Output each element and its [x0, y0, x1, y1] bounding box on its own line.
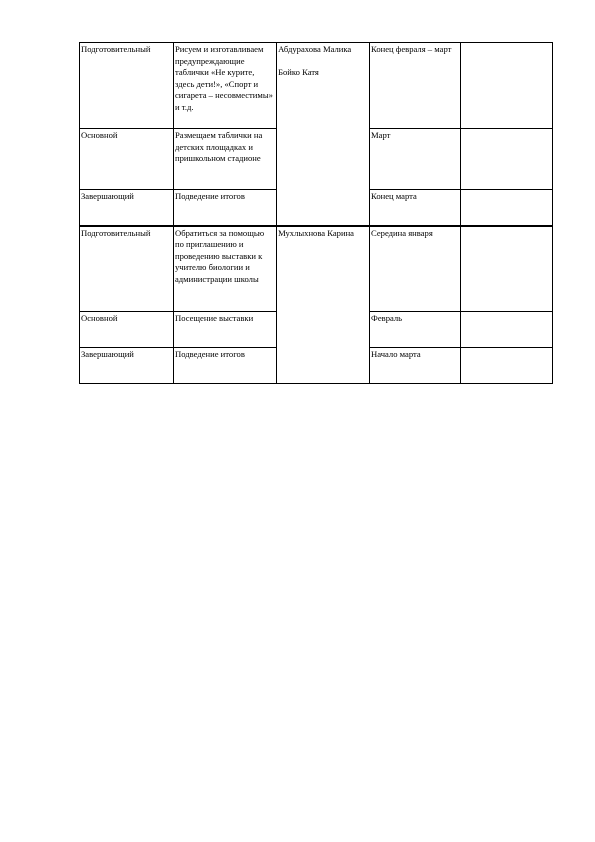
responsible-name: Бойко Катя: [278, 67, 319, 77]
deadline-cell: Середина января: [370, 226, 461, 312]
action-cell: Подведение итогов: [173, 190, 276, 226]
deadline-cell: Февраль: [370, 312, 461, 348]
table-row: [80, 43, 553, 129]
deadline-cell: Март: [370, 129, 461, 190]
note-cell: [460, 348, 552, 384]
stage-cell: Основной: [80, 129, 174, 190]
deadline-cell: Начало марта: [370, 348, 461, 384]
table-row: [80, 226, 553, 312]
action-cell: Посещение выставки: [173, 312, 276, 348]
stage-cell: Завершающий: [80, 190, 174, 226]
deadline-cell: Конец марта: [370, 190, 461, 226]
action-cell: Рисуем и изготавливаем предупреждающие таблички «Не курите, здесь дети!», «Спорт и сигарета – несовместимы» и т.д.: [173, 43, 276, 129]
note-cell: [460, 43, 552, 129]
stage-cell: Подготовительный: [80, 226, 174, 312]
note-cell: [460, 312, 552, 348]
stage-cell: Основной: [80, 312, 174, 348]
action-cell: Подведение итогов: [173, 348, 276, 384]
action-cell: Обратиться за помощью по приглашению и проведению выставки к учителю биологии и администрации школы: [173, 226, 276, 312]
responsible-cell: [277, 43, 370, 226]
deadline-cell: Конец февраля – март: [370, 43, 461, 129]
responsible-cell: Мухлыхнова Карина: [277, 226, 370, 384]
stage-cell: Подготовительный: [80, 43, 174, 129]
responsible-name: Абдурахова Малика: [278, 44, 352, 54]
stage-cell: Завершающий: [80, 348, 174, 384]
plan-table: [79, 42, 553, 384]
note-cell: [460, 190, 552, 226]
action-cell: Размещаем таблички на детских площадках и пришкольном стадионе: [173, 129, 276, 190]
note-cell: [460, 129, 552, 190]
note-cell: [460, 226, 552, 312]
